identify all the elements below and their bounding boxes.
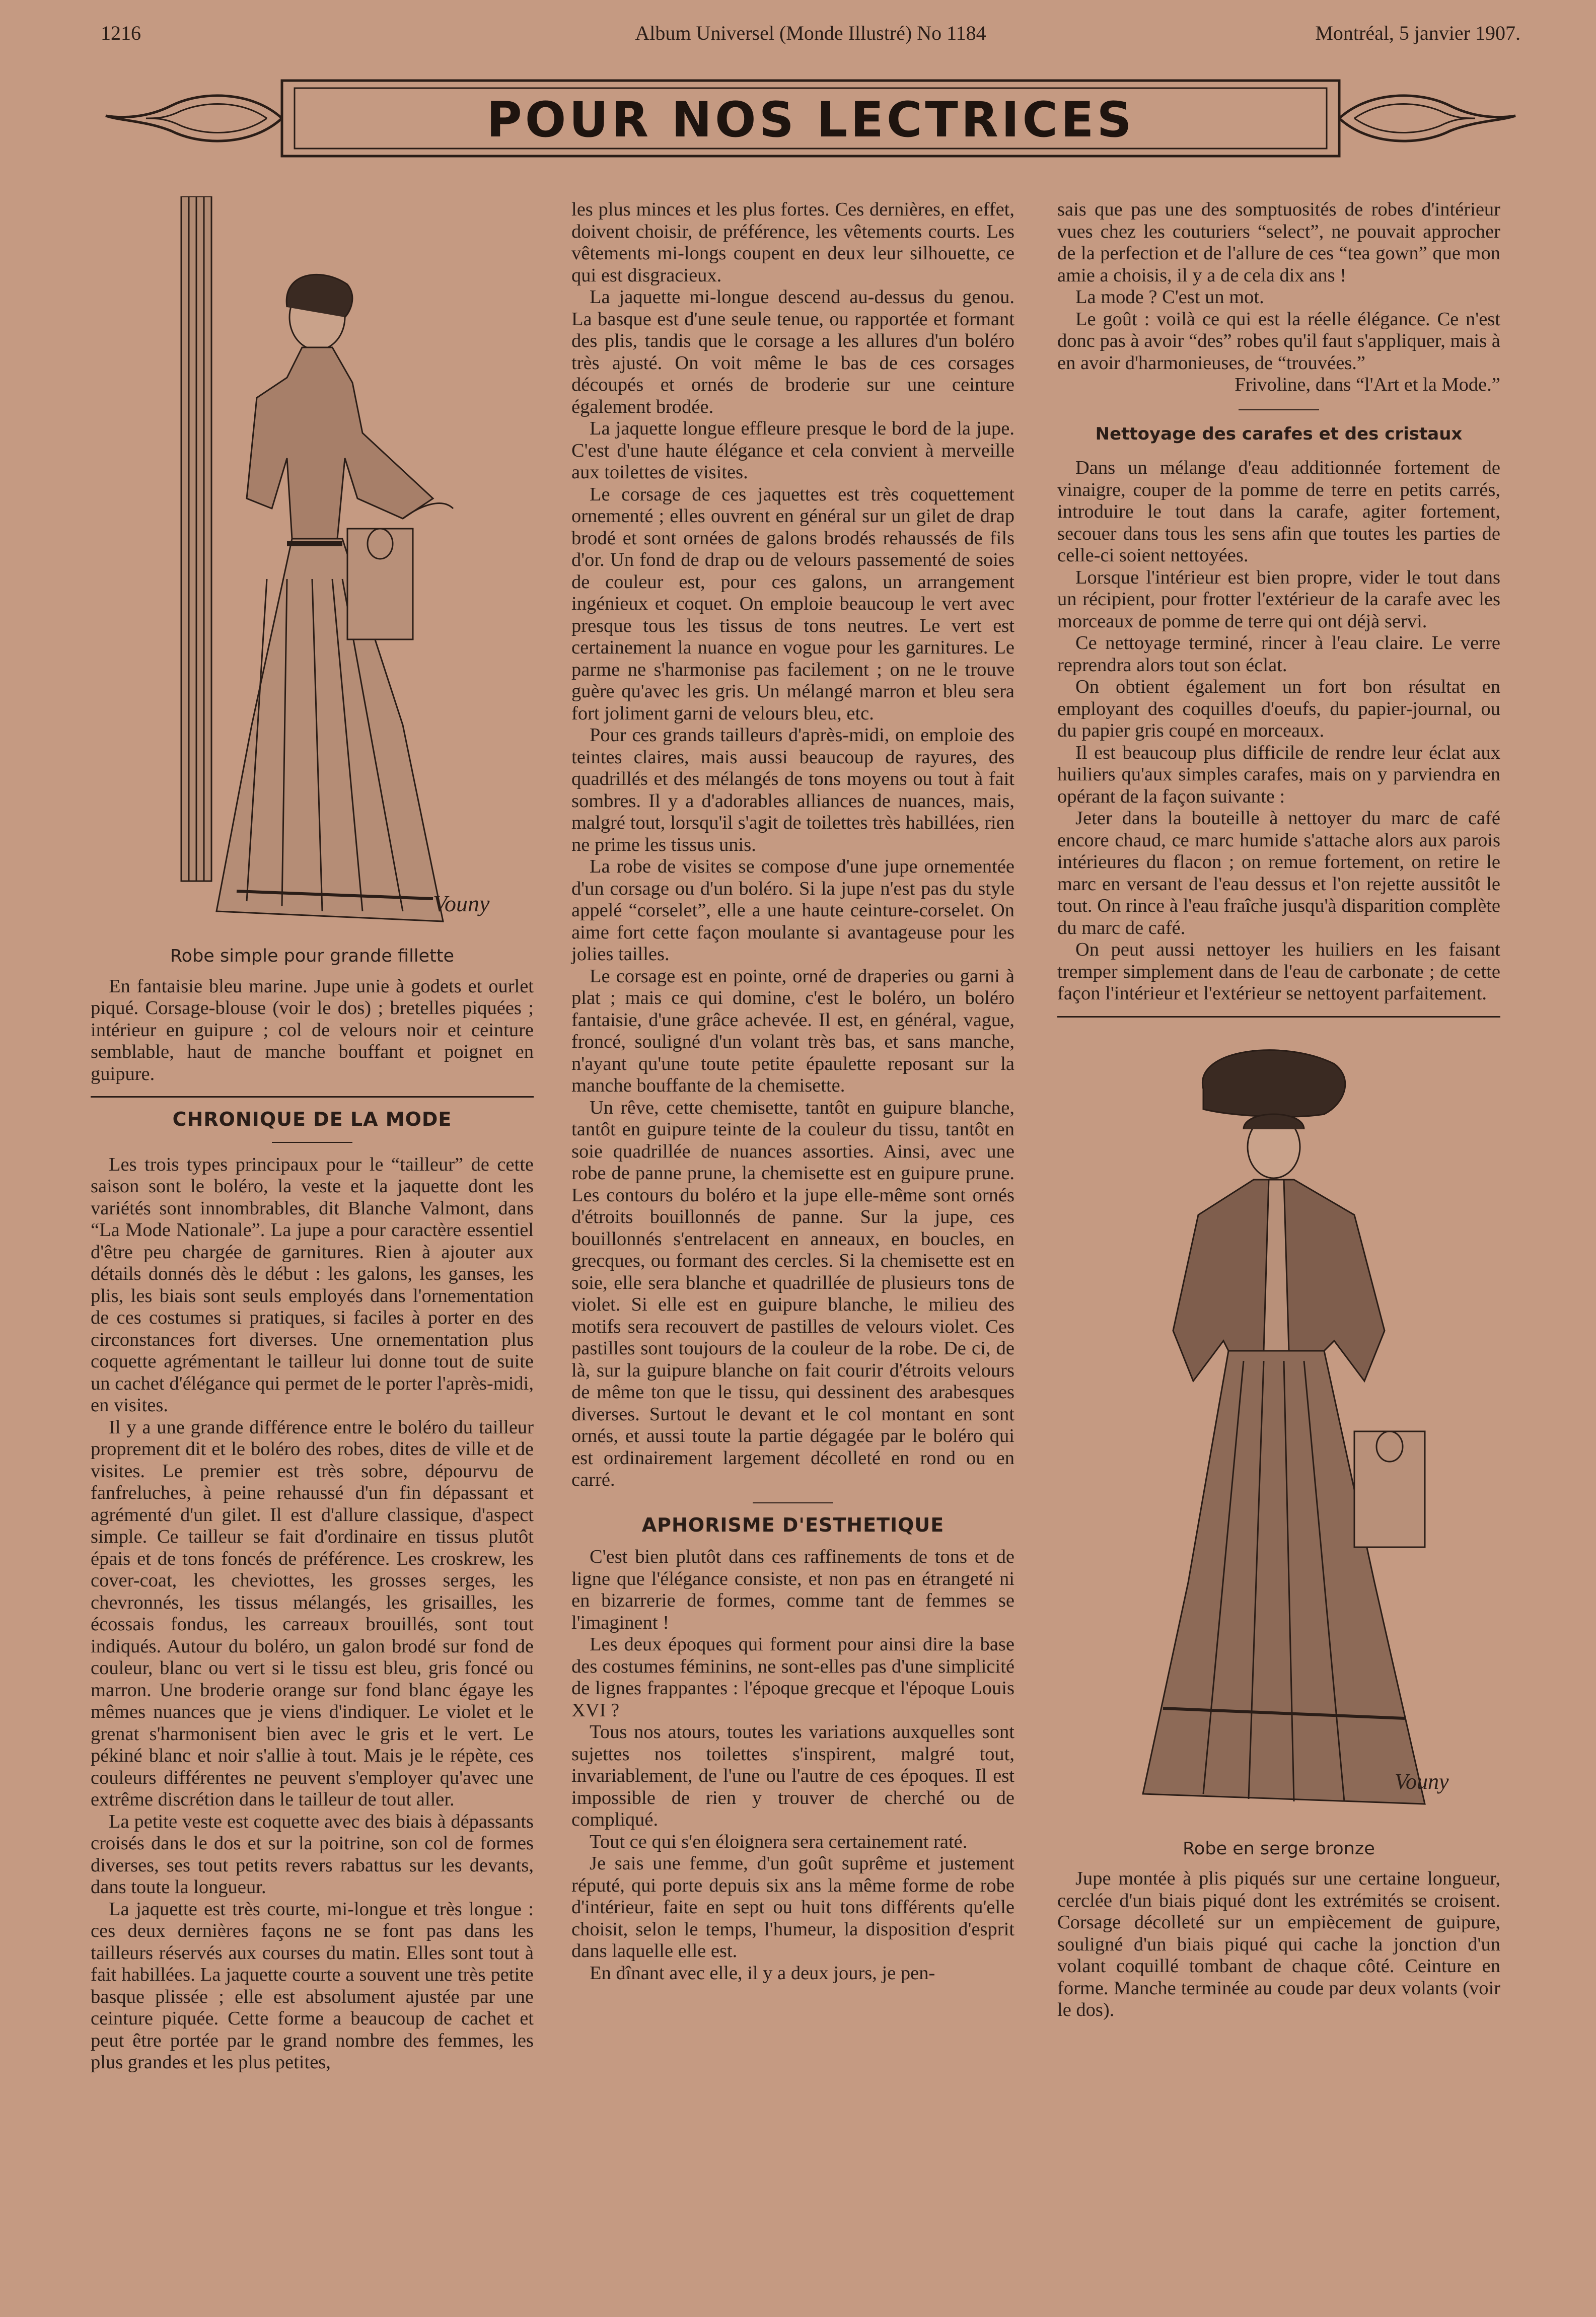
paragraph: Il est beaucoup plus difficile de rendre leur éclat aux huiliers qu'aux simples carafes, mais on y parviendra en opérant de la façon suivante : <box>1057 742 1500 807</box>
figure-description: Jupe montée à plis piqués sur une certaine longueur, cerclée d'un biais piqué dont les extrémités se croisent. Corsage décolleté sur un empiècement de guipure, souligné d'un biais piqué qui cache la jonction d'un volant coquillé tombant de chaque côté. Ceinture en forme. Manche terminée au coude par deux volants (voir le dos). <box>1057 1868 1500 2020</box>
divider <box>272 1142 352 1143</box>
dateline: Montréal, 5 janvier 1907. <box>1315 22 1520 44</box>
artist-signature: Vouny <box>1395 1769 1449 1794</box>
paragraph: Le goût : voilà ce qui est la réelle élégance. Ce n'est donc pas à avoir “des” robes qu'il faut s'appliquer, mais à en avoir d'harmonieuses, de “trouvées.” <box>1057 308 1500 374</box>
paragraph: Dans un mélange d'eau additionnée fortement de vinaigre, couper de la pomme de terre en petits carrés, introduire le tout dans la carafe, agiter fortement, secouer dans tous les sens afin que toutes les parties de celle-ci soient nettoyées. <box>1057 457 1500 566</box>
paragraph: les plus minces et les plus fortes. Ces dernières, en effet, doivent choisir, de préférence, les vêtements courts. Les vêtements mi-longs coupent en deux leur silhouette, ce qui est disgracieux. <box>571 199 1014 286</box>
banner-title: POUR NOS LECTRICES <box>486 92 1135 148</box>
publication-title: Album Universel (Monde Illustré) No 1184 <box>635 22 986 44</box>
paragraph: sais que pas une des somptuosités de robes d'intérieur vues chez les couturiers “select”, ne pouvait approcher de la perfection et de l'allure de ces “tea gown” que mon amie a choisis, il y a de cela dix ans ! <box>1057 199 1500 286</box>
paragraph: Un rêve, cette chemisette, tantôt en guipure blanche, tantôt en guipure teinte de la couleur du tissu, tantôt en soie quadrillée de nuances assorties. Ainsi, avec une robe de panne prune, la chemisette est en guipure prune. Les contours du boléro et la jupe elle-même sont ornés d'étroits bouillonnés de panne. Sur la jupe, ces bouillonnés s'entrelacent en anneaux, en boucles, en grecques, ou formant des cercles. Si la chemisette est en soie, elle sera blanche et quadrillée de plusieurs tons de violet. Si elle est en guipure blanche, le milieu des motifs sera recouvert de pastilles de velours violet. Ces pastilles sont toujours de la couleur de la robe. De ci, de là, sur la guipure blanche on fait courir d'étroits velours de même ton que le tissu, qui dessinent des arabesques diverses. Surtout le devant et le col montant en sont ornés, et aussi toute la partie dégagée par le boléro qui est ordinairement largement décolleté en rond ou en carré. <box>571 1097 1014 1490</box>
paragraph: La jaquette est très courte, mi-longue et très longue : ces deux dernières façons ne se font pas dans les tailleurs réservés aux courses du matin. Elles sont tout à fait habillées. La jaquette courte a souvent une très petite basque plissée ; elle est absolument ajustée par une ceinture piquée. Cette forme a beaucoup de cachet et peut être portée par le grand nombre des femmes, les plus grandes et les plus petites, <box>91 1898 534 2073</box>
paragraph: La petite veste est coquette avec des biais à dépassants croisés dans le dos et sur la poitrine, son col de formes diverses, ses tout petits revers rabattus sur les devants, dans toute la longueur. <box>91 1811 534 1898</box>
column-2 <box>571 199 1014 1984</box>
paragraph: Ce nettoyage terminé, rincer à l'eau claire. Le verre reprendra alors tout son éclat. <box>1057 632 1500 676</box>
column-3 <box>1057 199 1500 2021</box>
fashion-illustration-serge-dress <box>1072 1029 1485 1834</box>
paragraph: Les deux époques qui forment pour ainsi dire la base des costumes féminins, ne sont-elles pas d'une simplicité de lignes frappantes : l'époque grecque et l'époque Louis XVI ? <box>571 1634 1014 1721</box>
divider <box>753 1502 833 1503</box>
figure-description: En fantaisie bleu marine. Jupe unie à godets et ourlet piqué. Corsage-blouse (voir le dos) ; bretelles piquées ; intérieur en guipure ; col de velours noir et ceinture semblable, haut de manche bouffant et poignet en guipure. <box>91 975 534 1084</box>
page-number: 1216 <box>101 22 141 44</box>
divider <box>1057 1016 1500 1018</box>
paragraph: Lorsque l'intérieur est bien propre, vider le tout dans un récipient, pour frotter l'extérieur de la carafe avec les morceaux de pomme de terre qui ont déjà servi. <box>1057 566 1500 632</box>
paragraph: Il y a une grande différence entre le boléro du tailleur proprement dit et le boléro des robes, dites de ville et de visites. Le premier est très sobre, dépourvu de fanfreluches, à peine rehaussé d'un fin dépassant et agrémenté d'un gilet. Il est d'allure classique, d'aspect simple. Ce tailleur se fait d'ordinaire en tissus plutôt épais et de tons foncés de préférence. Les croskrew, les cover-coat, les cheviottes, les grosses serges, les chevronnés, les tissus mélangés, les grisailles, les écossais fondus, les carreaux brouillés, sont tout indiqués. Autour du boléro, un galon brodé sur fond de couleur, blanc ou vert si le tissu est bleu, gris foncé ou marron. Une broderie orange sur fond blanc égaye les mêmes nuances que je viens d'indiquer. Le violet et le grenat s'harmonisent bien avec le gris et le vert. Le pékiné blanc et noir s'allie à tout. Mais je le répète, ces couleurs différentes ne peuvent s'employer qu'avec une extrême discrétion dans le tailleur de tout aller. <box>91 1416 534 1810</box>
section-heading: Nettoyage des carafes et des cristaux <box>1095 423 1463 444</box>
fashion-illustration-girl-dress <box>121 196 503 942</box>
figure-caption: Robe en serge bronze <box>1183 1838 1375 1859</box>
paragraph: Tout ce qui s'en éloignera sera certainement raté. <box>590 1831 968 1852</box>
paragraph: Jeter dans la bouteille à nettoyer du marc de café encore chaud, ce marc humide s'attache alors aux parois intérieures du flacon ; on remue fortement, on retire le marc en versant de l'eau dessus et l'on rejette aussitôt le tout. On rince à l'eau fraîche jusqu'à disparition complète du marc de café. <box>1057 808 1500 938</box>
column-1 <box>91 196 534 2074</box>
paragraph: Pour ces grands tailleurs d'après-midi, on emploie des teintes claires, mais aussi beaucoup de rayures, des quadrillés et des mélangés de tons moyens ou tout à fait sombres. Il y a d'adorables alliances de nuances, mais, malgré tout, lorsqu'il s'agit de toilettes très habillées, rien ne prime les tissus unis. <box>571 725 1014 855</box>
artist-signature: Vouny <box>433 891 490 916</box>
paragraph: Le corsage est en pointe, orné de draperies ou garni à plat ; mais ce qui domine, c'est le boléro, un boléro fantaisie, d'une grâce achevée. Il est, en général, vague, froncé, souligné d'un volant très bas, et sans manche, n'ayant qu'une toute petite épaulette reposant sur la manche bouffante de la chemisette. <box>571 965 1014 1096</box>
paragraph: Le corsage de ces jaquettes est très coquettement ornementé ; elles ouvrent en général sur un gilet de drap brodé et sont ornées de galons brodés rehaussés de fils d'or. Un fond de drap ou de velours passementé de soies de couleur est, pour ces galons, un arrangement ingénieux et coquet. On emploie beaucoup le vert avec presque tous les tissus de tons neutres. Le vert est certainement la nuance en vogue pour les garnitures. Le parme ne s'harmonise pas facilement ; on ne le trouve guère qu'avec les gris. Un mélangé marron et bleu sera fort joliment garni de velours bleu, etc. <box>571 483 1014 724</box>
paragraph: La robe de visites se compose d'une jupe ornementée d'un corsage ou d'un boléro. Si la jupe n'est pas du style appelé “corselet”, elle a une haute ceinture-corselet. On aime fort cette façon moulante si avantageuse pour les jolies tailles. <box>571 856 1014 965</box>
paragraph: La mode ? C'est un mot. <box>1075 286 1264 308</box>
paragraph: Les trois types principaux pour le “tailleur” de cette saison sont le boléro, la veste et la jaquette dont les variétés sont innombrables, dit Blanche Valmont, dans “La Mode Nationale”. La jupe a pour caractère essentiel d'être peu chargée de garnitures. Rien à ajouter aux détails donnés dès le début : les galons, les ganses, les plis, les biais sont seuls employés dans l'ornementation de ces costumes si pratiques, si faciles à porter en des circonstances fort diverses. Une ornementation plus coquette agrémentant le tailleur lui donne tout de suite un cachet d'élégance qui permet de le porter l'après-midi, en visites. <box>91 1153 534 1416</box>
paragraph: On peut aussi nettoyer les huiliers en les faisant tremper simplement dans de l'eau de carbonate ; de cette façon l'intérieur et l'extérieur se nettoyent parfaitement. <box>1057 939 1500 1004</box>
paragraph: La jaquette mi-longue descend au-dessus du genou. La basque est d'une seule tenue, ou rapportée et formant des plis, tandis que le corsage a les allures d'un boléro très ajusté. On voit même le bas de ces corsages découpés et ornés de broderie sur une ceinture également brodée. <box>571 286 1014 417</box>
spacer <box>1057 445 1500 457</box>
divider <box>91 1096 534 1098</box>
article-signature: Frivoline, dans “l'Art et la Mode.” <box>1235 374 1500 395</box>
spacer <box>1239 409 1319 410</box>
section-banner <box>101 70 1520 166</box>
paragraph: La jaquette longue effleure presque le bord de la jupe. C'est d'une haute élégance et cela convient à merveille aux toilettes de visites. <box>571 418 1014 483</box>
running-head <box>101 21 1520 51</box>
paragraph: Tous nos atours, toutes les variations auxquelles sont sujettes nos toilettes s'inspirent, malgré tout, invariablement, de l'une ou l'autre de ces époques. Il est impossible de rien y trouver de cherché ou de compliqué. <box>571 1721 1014 1830</box>
paragraph: C'est bien plutôt dans ces raffinements de tons et de ligne que l'élégance consiste, et non pas en étrangeté ni en bizarrerie de formes, comme tant de femmes se l'imaginent ! <box>571 1546 1014 1633</box>
section-heading: CHRONIQUE DE LA MODE <box>172 1108 452 1130</box>
figure-caption: Robe simple pour grande fillette <box>170 946 455 966</box>
paragraph: En dînant avec elle, il y a deux jours, je pen- <box>590 1962 935 1984</box>
section-heading: APHORISME D'ESTHETIQUE <box>641 1513 945 1536</box>
paragraph: On obtient également un fort bon résultat en employant des coquilles d'oeufs, du papier-journal, ou du papier gris coupé en morceaux. <box>1057 676 1500 741</box>
paragraph: Je sais une femme, d'un goût suprême et justement réputé, qui porte depuis six ans la même forme de robe d'intérieur, faite en sept ou huit tons différents qu'elle choisit, selon le temps, l'humeur, la disposition d'esprit dans laquelle elle est. <box>571 1853 1014 1962</box>
